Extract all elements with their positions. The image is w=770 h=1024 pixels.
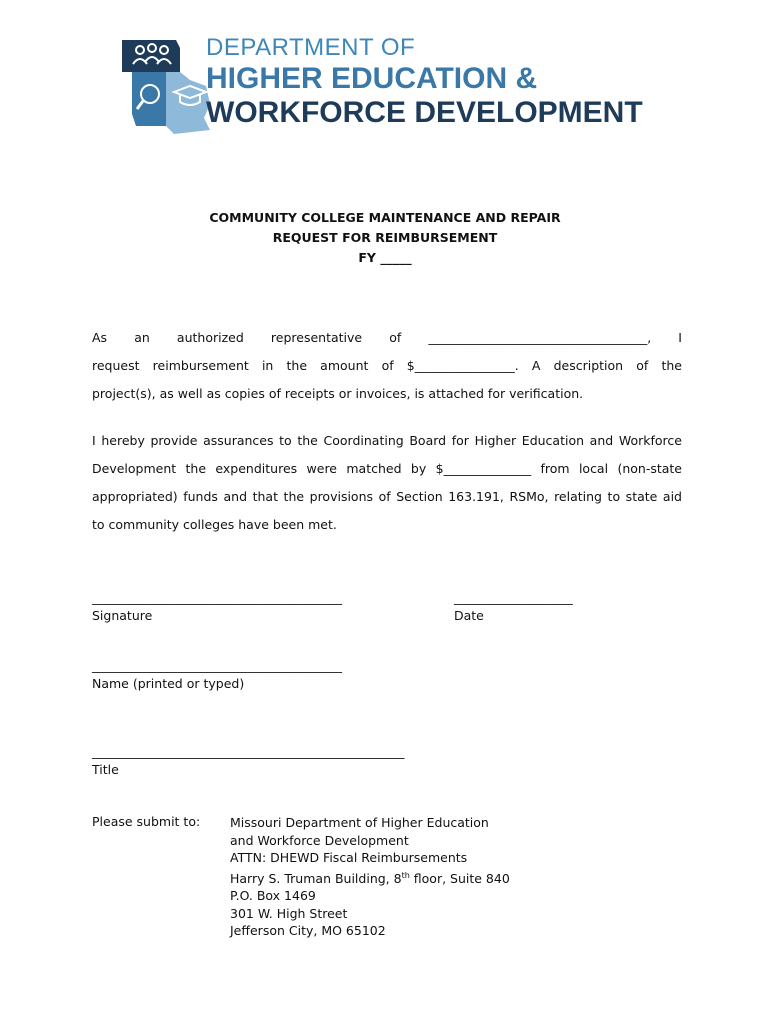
address-line-4 xyxy=(230,867,510,888)
name-label: Name (printed or typed) xyxy=(92,676,245,691)
address-line-6: 301 W. High Street xyxy=(230,905,348,921)
assurance-paragraph xyxy=(92,427,682,539)
title-line-fy: FY _____ xyxy=(358,250,412,265)
logo-line-1: DEPARTMENT OF xyxy=(206,34,416,61)
request-line-1: As an authorized representative of ___________________________________, I xyxy=(92,330,682,345)
name-field[interactable]: ________________________________________ xyxy=(92,658,342,673)
address-line-3: ATTN: DHEWD Fiscal Reimbursements xyxy=(230,850,468,865)
signature-label: Signature xyxy=(92,608,153,623)
logo-wordmark xyxy=(206,34,643,130)
title-line-1: COMMUNITY COLLEGE MAINTENANCE AND REPAIR xyxy=(209,210,561,225)
logo-line-3: WORKFORCE DEVELOPMENT xyxy=(206,96,643,129)
address-line-4-building: Harry S. Truman Building, 8 xyxy=(230,870,402,886)
assurance-line-4: to community colleges have been met. xyxy=(92,517,337,532)
assurance-line-3: appropriated) funds and that the provisions of Section 163.191, RSMo, relating to state aid xyxy=(92,489,682,504)
request-paragraph xyxy=(92,324,682,408)
department-logo xyxy=(118,34,643,140)
address-line-2: and Workforce Development xyxy=(230,832,409,848)
title-label: Title xyxy=(92,762,119,777)
signature-field[interactable]: ________________________________________ xyxy=(92,590,342,605)
logo-line-2: HIGHER EDUCATION & xyxy=(206,62,538,95)
form-title xyxy=(0,208,770,268)
date-field[interactable]: ___________________ xyxy=(454,590,573,605)
address-line-4-suite: floor, Suite 840 xyxy=(409,870,510,886)
assurance-line-1: I hereby provide assurances to the Coordinating Board for Higher Education and Workforce xyxy=(92,433,682,448)
submit-to-label: Please submit to: xyxy=(92,814,201,829)
request-line-3: project(s), as well as copies of receipts or invoices, is attached for verification. xyxy=(92,386,584,401)
title-field[interactable]: __________________________________________________ xyxy=(92,744,405,759)
request-line-2: request reimbursement in the amount of $________________. A description of the xyxy=(92,358,682,373)
title-line-2: REQUEST FOR REIMBURSEMENT xyxy=(272,230,498,245)
mailing-address xyxy=(230,814,510,940)
address-line-1: Missouri Department of Higher Education xyxy=(230,815,489,830)
missouri-state-outline-icon xyxy=(118,34,214,140)
address-line-5: P.O. Box 1469 xyxy=(230,888,316,904)
date-label: Date xyxy=(454,608,484,623)
address-line-7: Jefferson City, MO 65102 xyxy=(230,923,386,939)
assurance-line-2: Development the expenditures were matched by $______________ from local (non-state xyxy=(92,461,682,476)
address-line-4-ordinal: th xyxy=(401,870,410,880)
